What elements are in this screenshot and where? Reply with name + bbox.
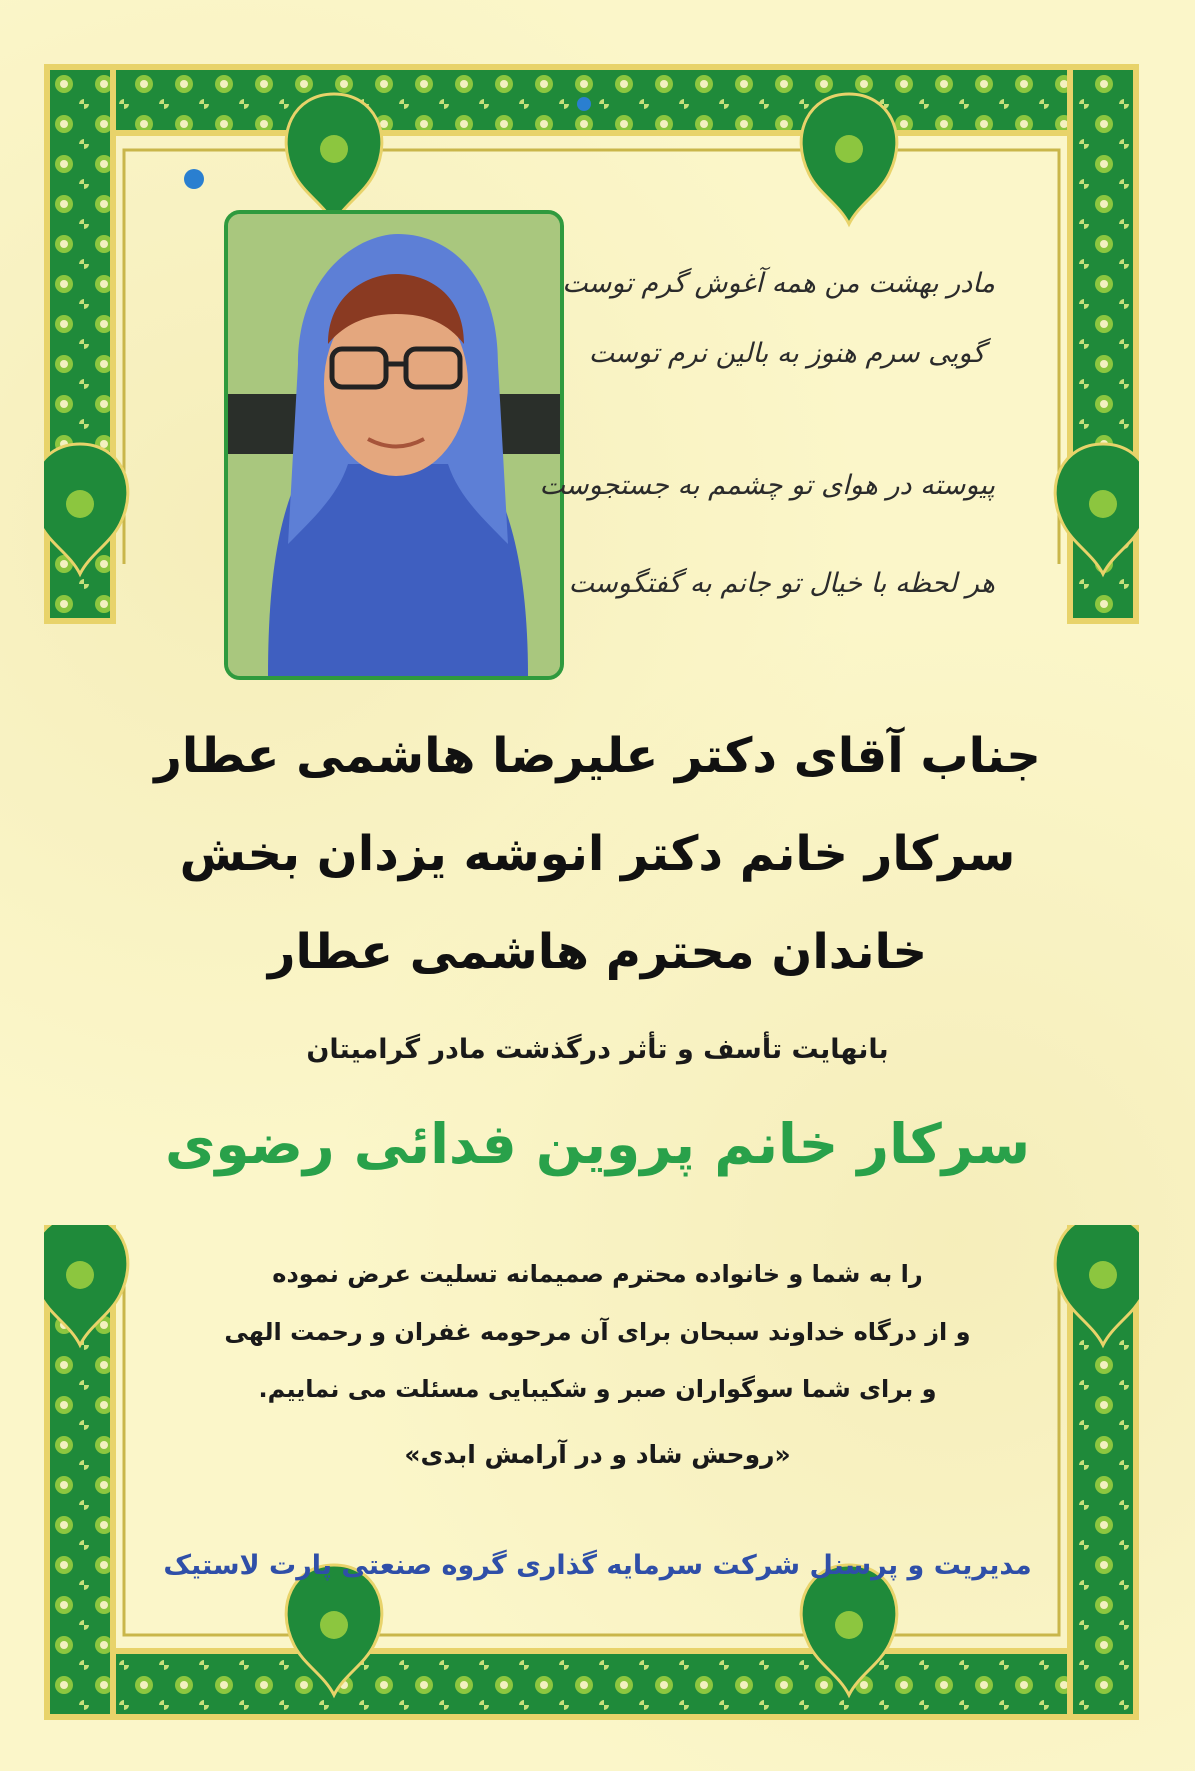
- sender-signature: مدیریت و پرسنل شرکت سرمایه گذاری گروه صنعتی پارت لاستیک: [163, 1550, 1032, 1581]
- poem-line-1: مادر بهشت من همه آغوش گرم توست: [562, 268, 995, 299]
- poem-line-2: گویی سرم هنوز به بالین نرم توست: [588, 338, 985, 369]
- recipient-line-2: سرکار خانم دکتر انوشه یزدان بخش: [179, 826, 1016, 882]
- condolence-line-3: و برای شما سوگواران صبر و شکیبایی مسئلت می نماییم.: [258, 1375, 937, 1403]
- condolence-line-1: را به شما و خانواده محترم صمیمانه تسلیت عرض نموده: [272, 1260, 923, 1288]
- recipient-line-1: جناب آقای دکتر علیرضا هاشمی عطار: [154, 728, 1041, 784]
- poem-line-3: پیوسته در هوای تو چشمم به جستجوست: [539, 470, 995, 501]
- deceased-portrait-photo: [224, 210, 564, 680]
- condolence-line-2: و از درگاه خداوند سبحان برای آن مرحومه غفران و رحمت الهی: [224, 1318, 971, 1346]
- ornamental-frame-bottom: [44, 1225, 1139, 1720]
- poem-line-4: هر لحظه با خیال تو جانم به گفتگوست: [568, 568, 995, 599]
- recipient-line-3: خاندان محترم هاشمی عطار: [267, 924, 928, 980]
- blessing-text: «روحش شاد و در آرامش ابدی»: [404, 1440, 791, 1469]
- deceased-name: سرکار خانم پروین فدائی رضوی: [164, 1112, 1031, 1176]
- condolence-intro: بانهایت تأسف و تأثر درگذشت مادر گرامیتان: [306, 1034, 889, 1065]
